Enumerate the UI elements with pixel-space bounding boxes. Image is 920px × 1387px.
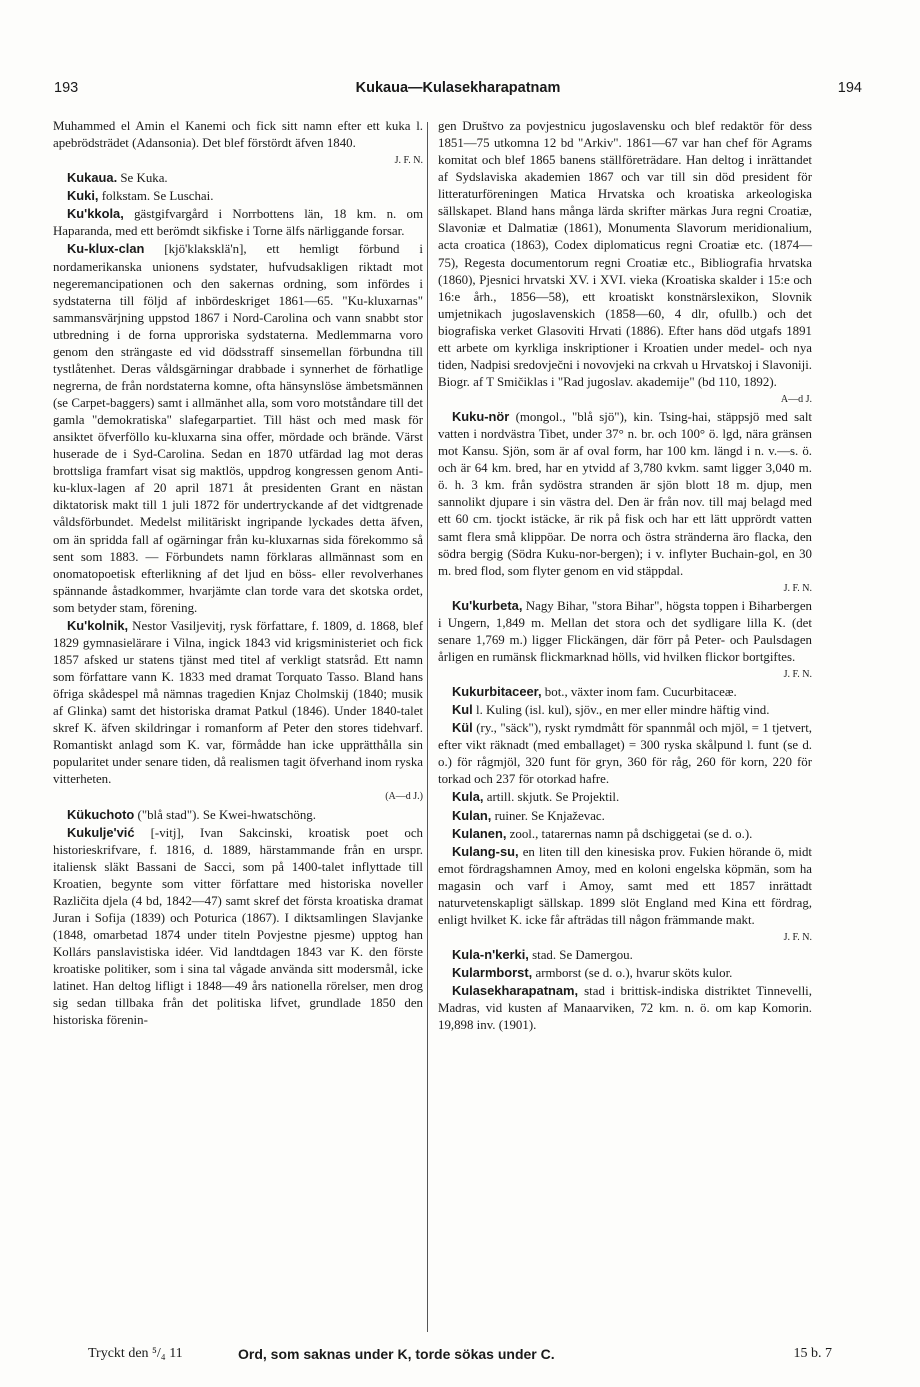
entry-kulasekharapatnam: Kulasekharapatnam, stad i brittisk-indiska distriktet Tinnevelli, Madras, vid kusten af Manaarviken, 72 km. n. ö. om kap Komorin. 19,898 inv. (1901). [438,983,812,1033]
entry-kulanen: Kulanen, zool., tatarernas namn på dschiggetai (se d. o.). [452,825,753,841]
headword: Kukurbitaceer, [452,684,542,700]
headword: Kulanen, [452,825,507,841]
author-signature: J. F. N. [394,155,423,167]
author-signature: J. F. N. [783,582,812,594]
right-column [438,118,812,1034]
headword: Kül [452,720,473,736]
headword: Kuki, [67,188,99,204]
entry-kukolnik: Ku'kolnik, Nestor Vasiljevitj, rysk författare, f. 1809, d. 1868, blef 1829 gymnasielärare i Vilna, ingick 1843 vid krigsministeriet och fick 1857 afsked ur statens tjänst med titel af verkligt statsråd. Ett namn som författare vann K. 1833 med dramat Torquato Tasso. Bland hans öfriga skådespel må nämnas tragedien Knjaz Cholmskij (1840; musik af Glinka) samt det historiska dramat Patkul (1846). Under 1840-talet skref K. äfven skildringar i romanform af Peter den stores tidehvarf. Romantiskt anlagd som K. var, förmådde han icke upprätthålla sin popularitet under senare tiden, då realismen tagit öfverhand inom ryska vitterheten. (A—d J.) [53,617,423,806]
sheet-signature: 15 b. 7 [793,1346,832,1361]
entry-kula-nkerki: Kula-n'kerki, stad. Se Damergou. [452,947,633,962]
headword: Kuku-nör [452,409,510,425]
entry-kuel: Kül (ry., "säck"), ryskt rymdmått för spannmål och mjöl, = 1 tjetvert, efter vikt räknadt (med emballaget) = 300 ryska skålpund l. funt (se d. o.) för rågmjöl, 320 funt för gryn, 360 för råg, 260 för korn, 220 för torkad och 237 för otorkad hafre. [438,720,812,787]
headword: Kukulje'vić [67,824,135,840]
entry-kulan: Kulan, ruiner. Se Knjaževac. [452,807,605,823]
headword: Ku'kkola, [67,206,124,222]
headword: Kulang-su, [452,843,519,859]
entry-kula: Kula, artill. skjutk. Se Projektil. [452,789,620,805]
headword: Ku-klux-clan [67,241,145,257]
continued-text: gen Društvo za povjestnicu jugoslavensku och blef redaktör för dess 1851—75 utkomna 12 bd "Arkiv". 1861—67 var han chef för Agrams komitat och blef 1865 banens ställföreträdare. Han deltog i inrättandet af Sydslaviska akademien 1867 och var till sin död president för litteraturföreningen Matica Hrvatska och kroatiska arkeologiska sällskapet. Bland hans många lärda skrifter märkas Jura regni Croatiæ, Slavoniæ et Dalmatiæ (1861), Monumenta Slavorum meridionalium, acta croatica (1863), Codex diplomaticus regni Croatiæ etc. (1874—75), Regesta documentorum regni Croatiæ etc., Bibliografia hrvatska (1860), Pjesnici hrvatski XV. i XVI. vieka (Kroatiska skalder i 15:e och 16:e årh., 1856—58), ett kroatiskt konstnärslexikon, Slovnik umjetnikach jugoslavenskich (1858—60, 4 dlr, ofullb.) och det biografiska verket Glasoviti Hrvati (1886). Efter hans död utgafs 1891 ett arbete om kyrkliga inskriptioner i Kroatien under medel- och nya tiden, Nadpisi sredovječni i novovjeki na crkvah u Hrvatskoj i Slavoniji. Biogr. af T Smičiklas i "Rad jugoslav. akademije" (bd 110, 1892). A—d J. [438,118,812,408]
headword: Ku'kolnik, [67,617,129,633]
print-date: Tryckt den ⁵/₄ 11 [88,1346,183,1361]
entry-kuku-nor: Kuku-nör (mongol., "blå sjö"), kin. Tsing-hai, stäppsjö med salt vatten i nordvästra Tibet, under 37° n. br. och 100° ö. lgd, nära gränsen mot Kansu. Sjön, som är af oval form, har 100 km. längd i n. v.—s. ö. och är 64 km. bred, har en ytvidd af 3,780 kvkm. samt ligger 3,040 m. ö. h. 3 km. från sydöstra stranden är sjön blott 18 m. djup, men sannolikt djupare i sin västra del. Den är från nov. till maj belagd med ett 60 cm. tjockt istäcke, är rik på fisk och har ett lätt upprördt vatten samt flera små klippöar. De norra och östra stränderna äro flacka, den södra bergig (Södra Kuku-nor-bergen); i v. inflyter Buchain-gol, en 30 m. bred flod, som flyter genom en vid stäppdal. J. F. N. [438,408,812,597]
entry-ku-klux-clan: Ku-klux-clan [kjö'klaksklä'n], ett hemligt förbund i nordamerikanska unionens sydstater, hufvudsakligen riktadt mot negeremancipationen och den sakernas ordning, som infördes i sydstaterna till följd af inbördeskriget 1861—65. "Ku-kluxarnas" sammansvärjning uppstod 1867 i Nord-Carolina och vann snabbt stor utbredning i de forna upproriska sydstaterna. Medlemmarna voro genom den strängaste ed vid dödsstraff sinsemellan förbundna till tystlåtenhet. Deras våldsgärningar drabbade i synnerhet de förhatlige negrerna, de från nordstaterna komne, ofta hänsynslöse ämbetsmännen (se Carpet-baggers) samt i allmänhet alla, som voro motståndare till det gamla "demokratiska" slafegarpartiet. Till häst och med mask för ansiktet öfverföllo ku-kluxarna sina offer, mördade och brände. Värst huserade de i Syd-Carolina. Sedan en 1870 utfärdad lag mot deras brottsliga framfart visat sig maktlös, uppdrog kongressen genom Anti-ku-klux-lagen af 20 april 1871 åt presidenten Grant en nästan diktatorisk makt till 1 juli 1872 för undertryckande af det vidtgrenade våldsförbundet. Medelst militäriskt ingripande lyckades detta äfven, om än spridda fall af ogärningar från ku-kluxarnas sida förekommo så sent som 1883. — Förbundets namn förklaras allmännast som en onomatopoetisk efterlikning af det ljud en böss- eller revolverhanes spännande åstadkommer, hvarjämte clan torde vara det skotska ordet, som betyder stam, förening. [53,241,423,615]
author-signature: J. F. N. [783,931,812,943]
author-signature: A—d J. [780,394,812,405]
continued-text: Muhammed el Amin el Kanemi och fick sitt namn efter ett kuka l. apebrödsträdet (Adansonia). Det blef förstördt äfven 1840. J. F. N. [53,118,423,169]
entry-kukuchoto: Kükuchoto ("blå stad"). Se Kwei-hwatschöng. [67,806,316,822]
entry-kukurbeta: Ku'kurbeta, Nagy Bihar, "stora Bihar", högsta toppen i Biharbergen i Ungern, 1,849 m. Mellan det stora och det sydligare lilla K. (det senare 1,769 m.) ligger Flickängen, där förr på Peter- och Paulsdagen årligen en rumänsk flickmarknad hölls, vid hvilken flickor bortgiftes. J. F. N. [438,597,812,683]
headword: Kükuchoto [67,806,135,822]
cross-reference-notice: Ord, som saknas under K, torde sökas under C. [238,1346,555,1362]
author-signature: J. F. N. [783,669,812,680]
page-footer [88,1346,832,1366]
entry-kukuljevic: Kukulje'vić [-vitj], Ivan Sakcinski, kroatisk poet och historieskrifvare, f. 1816, d. 1889, härstammande från en urspr. italiensk släkt Bassani de Sacci, som på 1400-talet inflyttade till Kroatien, begynte som vitter författare med historiska noveller Različita djela (4 bd, 1842—47) samt skref det första kroatiska dramat Juran i Sofija (1839) och Poturica (1867). I diktsamlingen Slavjanke (1848, omarbetad 1874 under titeln Povjestne pjesme) upptog han Kollárs panslavistiska idéer. Vid landtdagen 1843 var K. den förste kroatiske politiker, som i sina tal vågade använda sitt modersmål, icke latinet. Han deltog lifligt i 1848—49 års nationella rörelser, men drog sig sedan tillbaka från det politiska lifvet, grundlade 1850 den historiska förenin- [53,824,423,1028]
author-signature: (A—d J.) [385,791,423,803]
headword: Kukaua. [67,170,118,186]
running-title: Kukaua—Kulasekharapatnam [355,80,561,96]
left-column [53,118,423,1029]
page-number-left: 193 [54,80,79,96]
headword: Ku'kurbeta, [452,597,523,613]
entry-kukurbitaceer: Kukurbitaceer, bot., växter inom fam. Cucurbitaceæ. [452,684,737,700]
headword: Kularmborst, [452,965,533,981]
headword: Kula, [452,789,484,805]
page-header [54,80,862,104]
entry-kuki: Kuki, folkstam. Se Luschai. [67,188,214,204]
entry-kularmborst: Kularmborst, armborst (se d. o.), hvarur sköts kulor. [452,965,733,981]
column-divider [427,122,428,1332]
entry-kukkola: Ku'kkola, gästgifvargård i Norrbottens län, 18 km. n. om Haparanda, med ett berömdt sikfiske i Torne älfs närliggande forsar. [53,206,423,239]
page-number-right: 194 [837,80,862,96]
entry-kul: Kul l. Kuling (isl. kul), sjöv., en mer eller mindre häftig vind. [452,702,770,718]
headword: Kul [452,702,473,718]
entry-kukaua: Kukaua. Se Kuka. [67,170,168,186]
headword: Kula-n'kerki, [452,947,529,962]
headword: Kulasekharapatnam, [452,983,579,999]
entry-kulang-su: Kulang-su, en liten till den kinesiska prov. Fukien hörande ö, midt emot fördragshamnen Amoy, med en koloni engelska köpmän, som ha magasin och varf i Amoy, samt med ett 1857 inrättadt naturvetenskapligt sällskap. 1899 slöt England med Kina ett fördrag, enligt hvilket K. icke får afträdas till någon främmande makt. J. F. N. [438,843,812,946]
headword: Kulan, [452,807,492,823]
